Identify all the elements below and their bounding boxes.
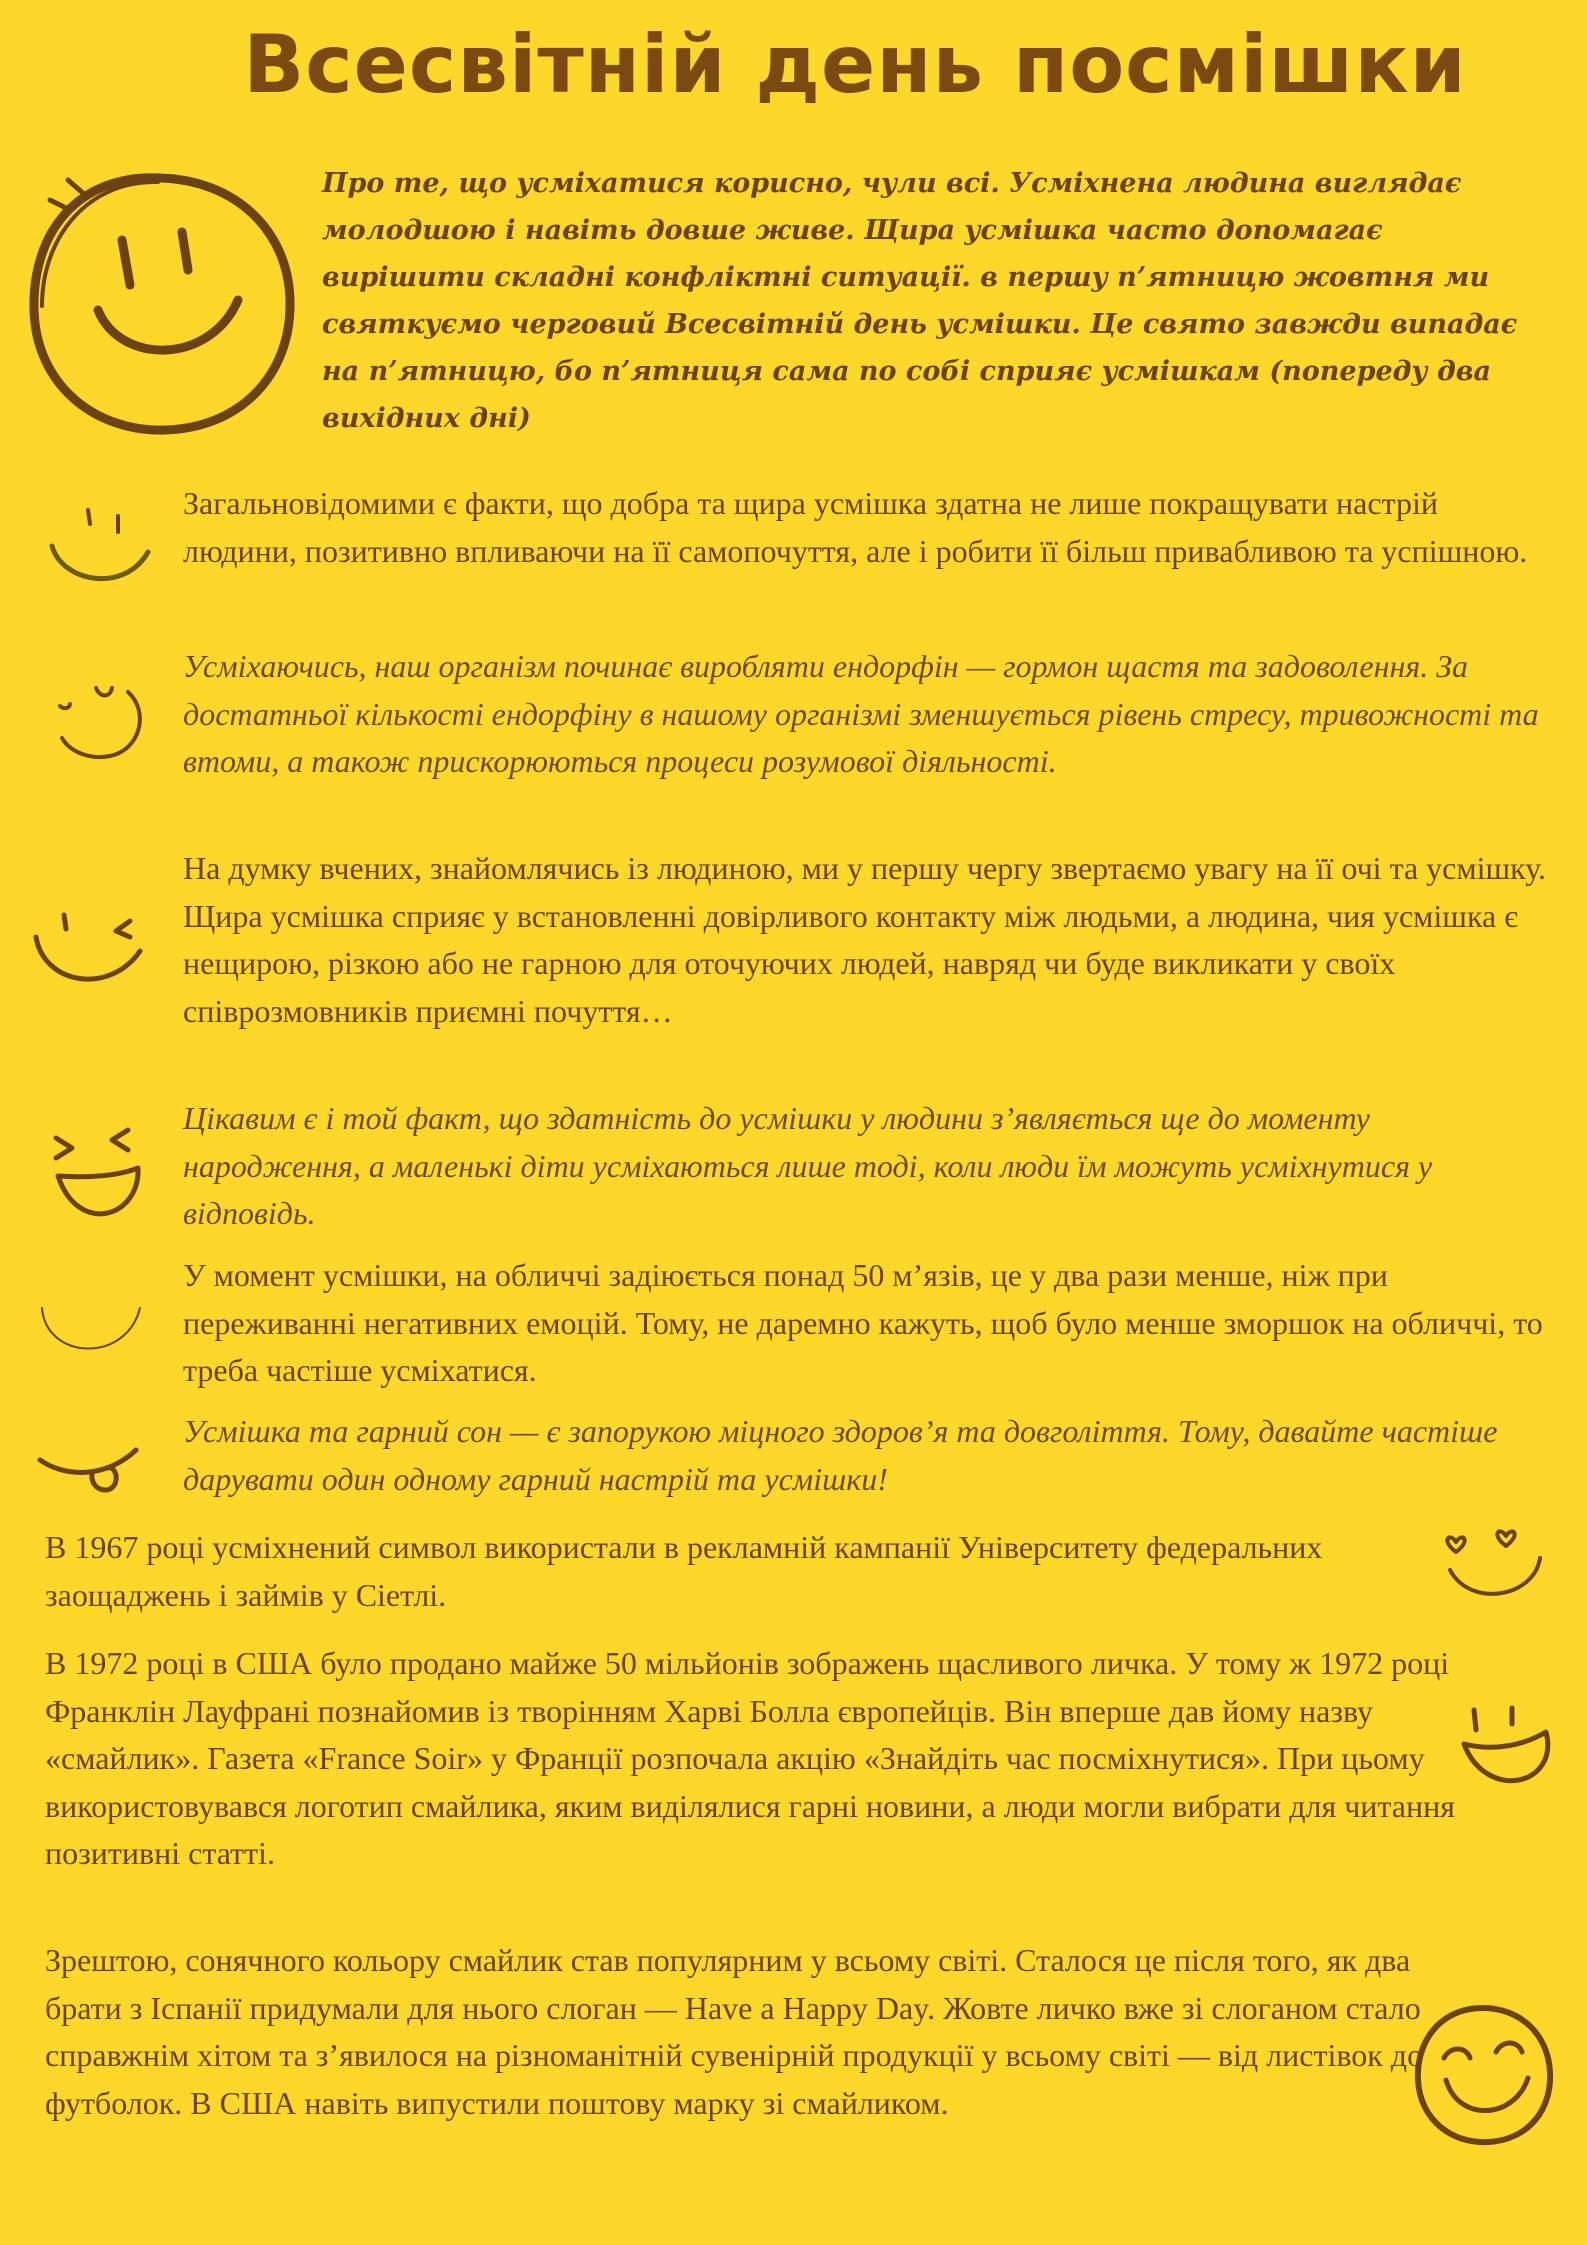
paragraph-4: Цікавим є і той факт, що здатність до усмішки у людини з’являється ще до моменту народження, а маленькі діти усміхаються лише тоді, коли люди їм можуть усміхнутися у відповідь. [183, 1100, 1433, 1231]
simple-smile-icon [36, 1264, 146, 1364]
wink-smile-icon [50, 672, 150, 762]
paragraph-2: Усміхаючись, наш організм починає виробляти ендорфін — гормон щастя та задоволення. За достатньої кількості ендорфіну в нашому організмі зменшується рівень стресу, тривожності та втоми, а також прискорюються процеси розумової діяльності. [183, 648, 1539, 779]
big-smiley-icon [10, 160, 310, 450]
paragraph-9: Зрештою, сонячного кольору смайлик став популярним у всьому світі. Сталося це після того, як два брати з Іспанії придумали для нього слоган — Have a Happy Day. Жовте личко вже зі слоганом стало справжнім хітом та з’явилося на різноманітній сувенірній продукції у всьому світі — від листівок до футболок. В США навіть випустили поштову марку зі смайликом. [45, 1942, 1424, 2121]
love-eyes-icon [1440, 1518, 1550, 1608]
paragraph-8: В 1972 році в США було продано майже 50 мільйонів зображень щасливого личка. У тому ж 1972 році Франклін Лауфрані познайомив із творінням Харві Болла європейців. Він вперше дав йому назву «смайлик». Газета «France Soir» у Франції розпочала акцію «Знайдіть час посміхнутися». При цьому використовувався логотип смайлика, яким виділялися гарні новини, а люди могли вибрати для читання позитивні статті. [45, 1645, 1455, 1871]
smile-icon [44, 502, 154, 592]
happy-face-icon [1408, 2000, 1558, 2150]
intro-text: Про те, що усміхатися корисно, чули всі. Усміхнена людина виглядає молодшою і навіть довше живе. Щира усмішка часто допомагає вирішити складні конфліктні ситуації. в першу п’ятницю жовтня ми святкуємо черговий Всесвітній день усмішки. Це свято завжди випадає на п’ятницю, бо п’ятниця сама по собі сприяє усмішкам (попереду два вихідних дні) [322, 168, 1518, 434]
wink-grin-icon [30, 895, 150, 995]
tongue-out-icon [36, 1410, 146, 1510]
laughing-icon [48, 1118, 148, 1238]
paragraph-6: Усмішка та гарний сон — є запорукою міцного здоров’я та довголіття. Тому, давайте частіше дарувати один одному гарний настрій та усмішки! [183, 1413, 1498, 1497]
page-title: Всесвітній день посмішки [243, 18, 1467, 111]
paragraph-3: На думку вчених, знайомлячись із людиною, ми у першу чергу звертаємо увагу на її очі та усмішку. Щира усмішка сприяє у встановленні довірливого контакту між людьми, а людина, чия усмішка є нещирою, різкою або не гарною для оточуючих людей, навряд чи буде викликати у своїх співрозмовників приємні почуття… [183, 850, 1547, 1029]
paragraph-7: В 1967 році усміхнений символ використали в рекламній кампанії Університету федеральних заощаджень і займів у Сіетлі. [45, 1529, 1323, 1613]
paragraph-5: У момент усмішки, на обличчі задіюється понад 50 м’язів, це у два рази менше, ніж при переживанні негативних емоцій. Тому, не даремно кажуть, щоб було менше зморшок на обличчі, то треба частіше усміхатися. [183, 1257, 1543, 1388]
paragraph-1: Загальновідомими є факти, що добра та щира усмішка здатна не лише покращувати настрій людини, позитивно впливаючи на її самопочуття, але і робити її більш привабливою та успішною. [183, 485, 1528, 569]
